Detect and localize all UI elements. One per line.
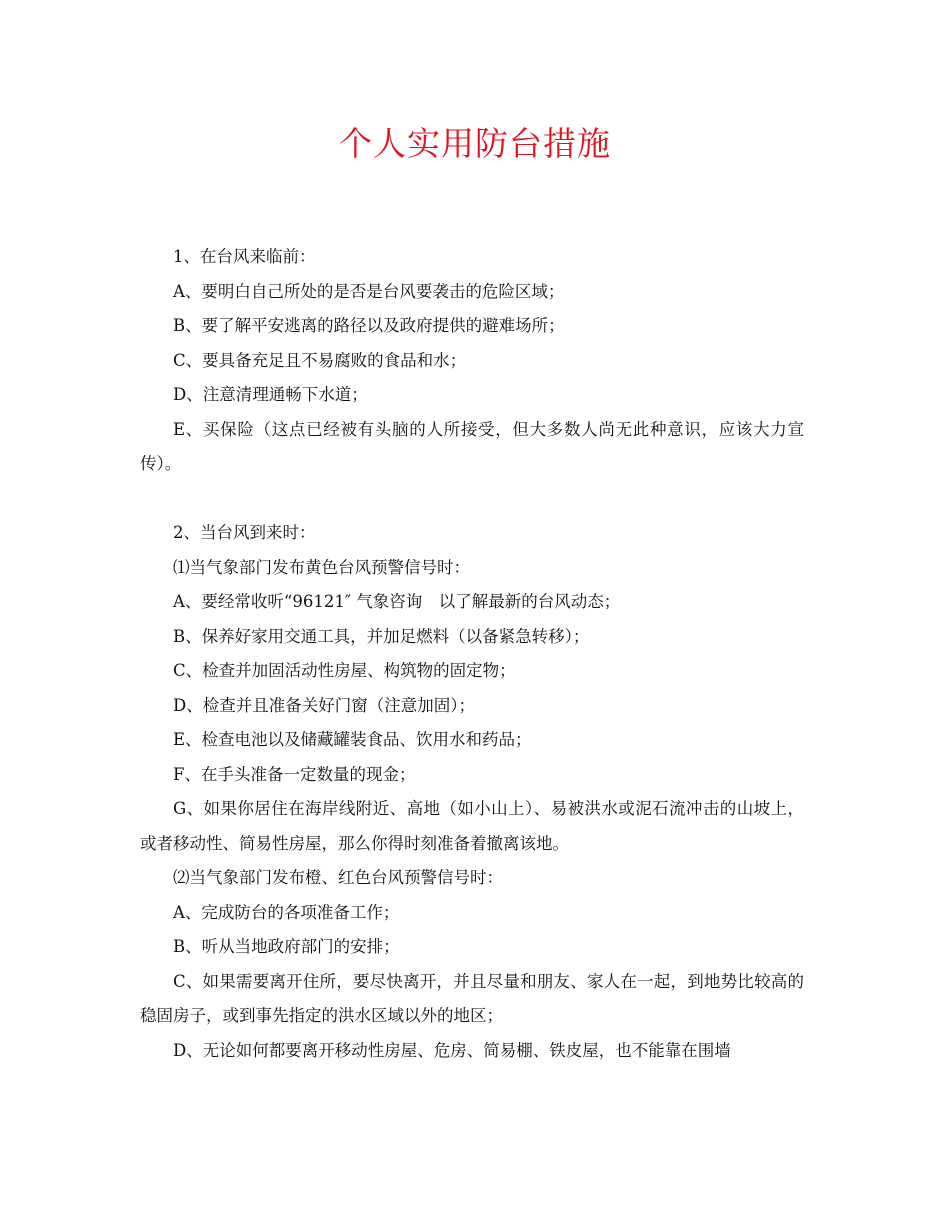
paragraph-subsection: ⑴当气象部门发布黄色台风预警信号时： [173, 557, 470, 577]
paragraph-item: D、注意清理通畅下水道； [173, 385, 368, 404]
paragraph-item: C、要具备充足且不易腐败的食品和水； [173, 350, 467, 370]
paragraph-item: A、要经常收听“96121″ 气象咨询 以了解最新的台风动态； [173, 592, 621, 611]
paragraph-item: C、检查并加固活动性房屋、构筑物的固定物； [173, 661, 516, 680]
paragraph-spacer [140, 482, 804, 517]
paragraph-item: B、保养好家用交通工具，并加足燃料（以备紧急转移）； [173, 626, 590, 646]
paragraph-subsection: ⑵当气象部门发布橙、红色台风预警信号时： [173, 868, 503, 887]
paragraph-item: A、要明白自己所处的是否是台风要袭击的危险区域； [173, 281, 565, 301]
paragraph-item: A、完成防台的各项准备工作； [173, 902, 400, 922]
page-title: 个人实用防台措施 [339, 124, 611, 163]
paragraph-section-1: 1、在台风来临前： [173, 247, 316, 266]
paragraph-item: F、在手头准备一定数量的现金； [173, 764, 416, 784]
paragraph-item: E、检查电池以及储藏罐装食品、饮用水和药品； [173, 730, 532, 749]
paragraph-item: E、买保险（这点已经被有头脑的人所接受，但大多数人尚无此种意识，应该大力宣传）。 [140, 419, 804, 473]
paragraph-item: B、要了解平安逃离的路径以及政府提供的避难场所； [173, 316, 565, 335]
paragraph-item: D、无论如何都要离开移动性房屋、危房、简易棚、铁皮屋，也不能靠在围墙 [173, 1040, 731, 1060]
paragraph-item: C、如果需要离开住所，要尽快离开，并且尽量和朋友、家人在一起，到地势比较高的稳固房子，或到事先指定的洪水区域以外的地区； [140, 971, 804, 1025]
document-body [140, 240, 804, 1068]
paragraph-section-2: 2、当台风到来时： [173, 523, 316, 542]
paragraph-item: B、听从当地政府部门的安排； [173, 937, 400, 956]
paragraph-item: D、检查并且准备关好门窗（注意加固）； [173, 695, 475, 715]
paragraph-item: G、如果你居住在海岸线附近、高地（如小山上）、易被洪水或泥石流冲击的山坡上，或者移动性、简易性房屋，那么你得时刻准备着撤离该地。 [140, 799, 804, 853]
